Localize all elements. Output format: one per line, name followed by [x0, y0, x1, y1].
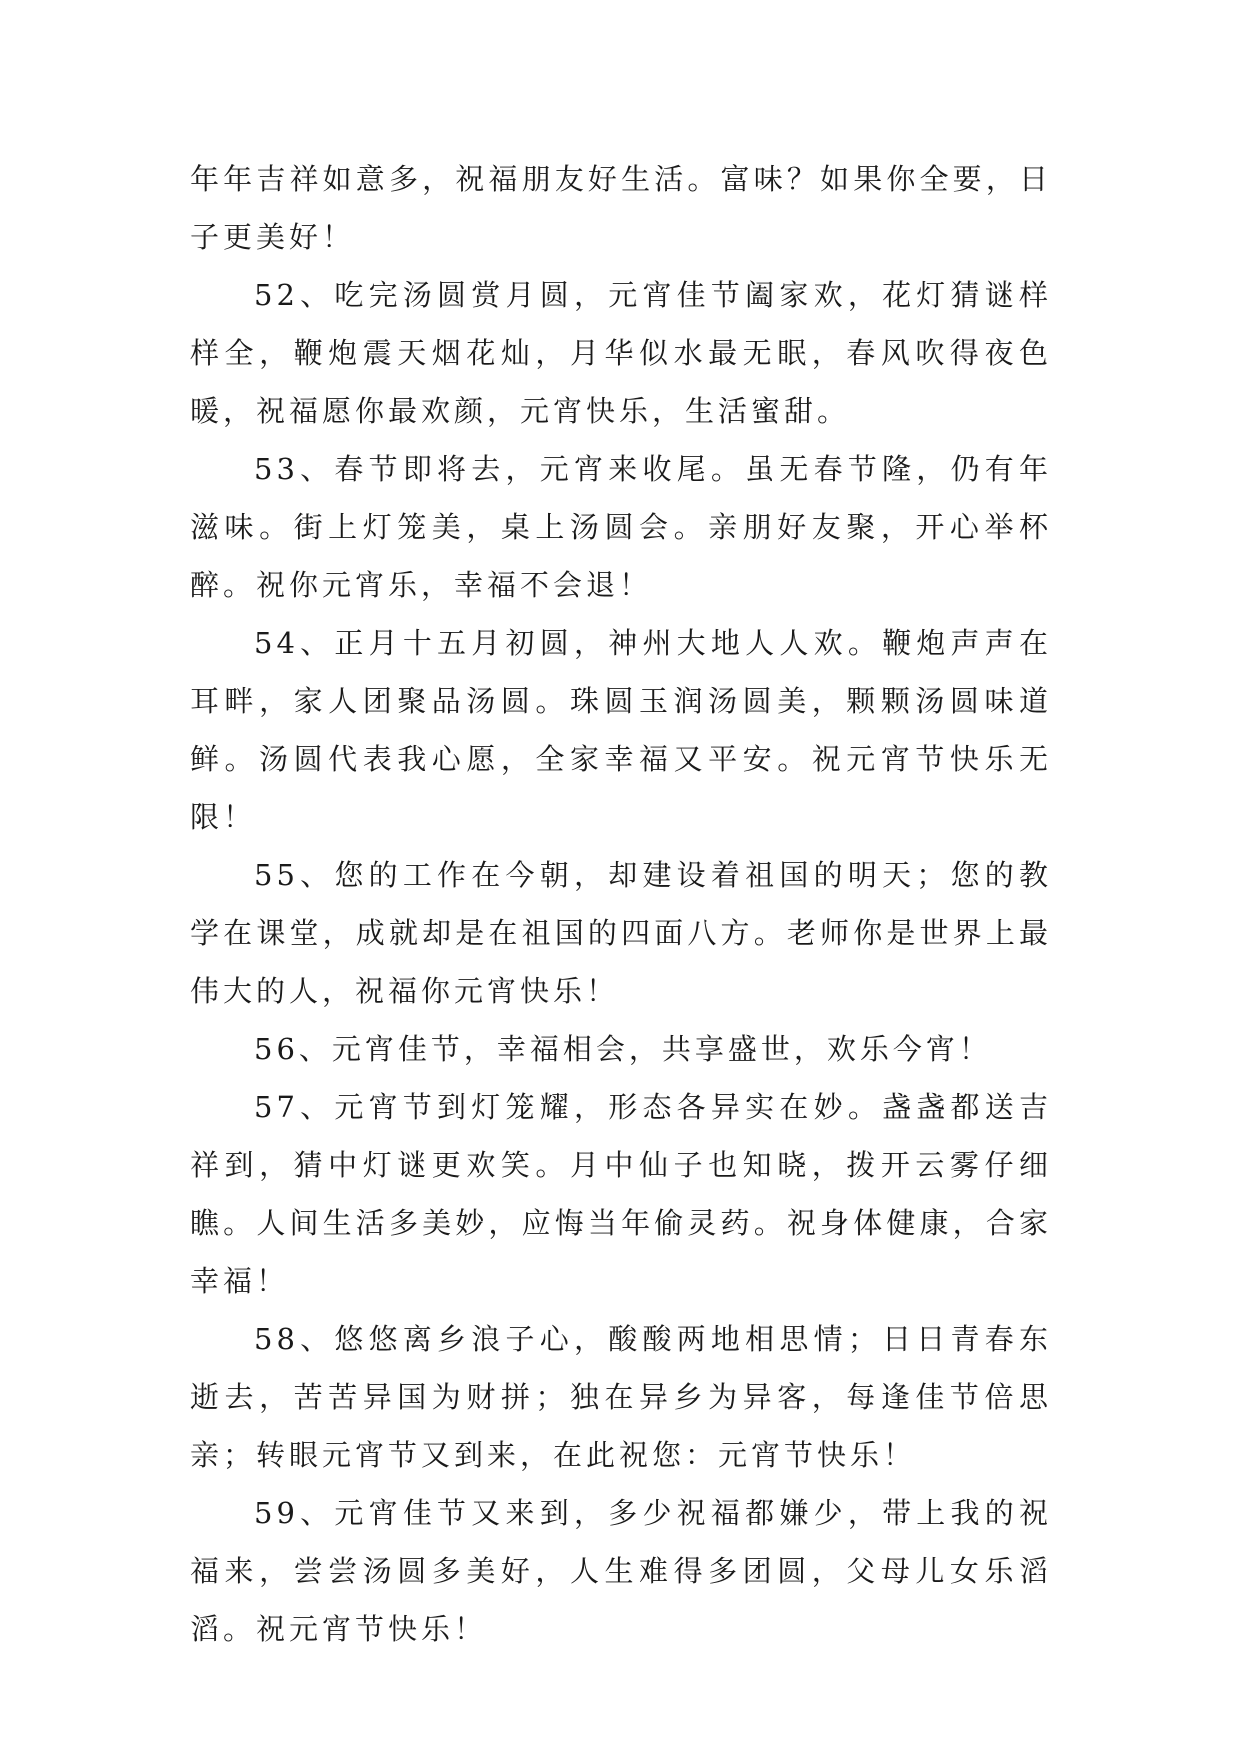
- paragraph-53: 53、春节即将去，元宵来收尾。虽无春节隆，仍有年滋味。街上灯笼美，桌上汤圆会。亲朋好友聚，开心举杯醉。祝你元宵乐，幸福不会退！: [190, 452, 1052, 602]
- paragraph-56: 56、元宵佳节，幸福相会，共享盛世，欢乐今宵！: [254, 1032, 992, 1066]
- paragraph-52: 52、吃完汤圆赏月圆，元宵佳节阖家欢，花灯猜谜样样全，鞭炮震天烟花灿，月华似水最无眠，春风吹得夜色暖，祝福愿你最欢颜，元宵快乐，生活蜜甜。: [190, 278, 1052, 428]
- paragraph-59: 59、元宵佳节又来到，多少祝福都嫌少，带上我的祝福来，尝尝汤圆多美好，人生难得多团圆，父母儿女乐滔滔。祝元宵节快乐！: [190, 1496, 1052, 1646]
- paragraph-57: 57、元宵节到灯笼耀，形态各异实在妙。盏盏都送吉祥到，猜中灯谜更欢笑。月中仙子也知晓，拨开云雾仔细瞧。人间生活多美妙，应悔当年偷灵药。祝身体健康，合家幸福！: [190, 1090, 1052, 1298]
- paragraph-54: 54、正月十五月初圆，神州大地人人欢。鞭炮声声在耳畔，家人团聚品汤圆。珠圆玉润汤圆美，颗颗汤圆味道鲜。汤圆代表我心愿，全家幸福又平安。祝元宵节快乐无限！: [190, 626, 1052, 834]
- document-body: [190, 150, 1052, 1658]
- paragraph-58: 58、悠悠离乡浪子心，酸酸两地相思情；日日青春东逝去，苦苦异国为财拼；独在异乡为异客，每逢佳节倍思亲；转眼元宵节又到来，在此祝您：元宵节快乐！: [190, 1322, 1052, 1472]
- paragraph-continuation: 年年吉祥如意多，祝福朋友好生活。富味？如果你全要，日子更美好！: [190, 162, 1052, 254]
- paragraph-55: 55、您的工作在今朝，却建设着祖国的明天；您的教学在课堂，成就却是在祖国的四面八方。老师你是世界上最伟大的人，祝福你元宵快乐！: [190, 858, 1052, 1008]
